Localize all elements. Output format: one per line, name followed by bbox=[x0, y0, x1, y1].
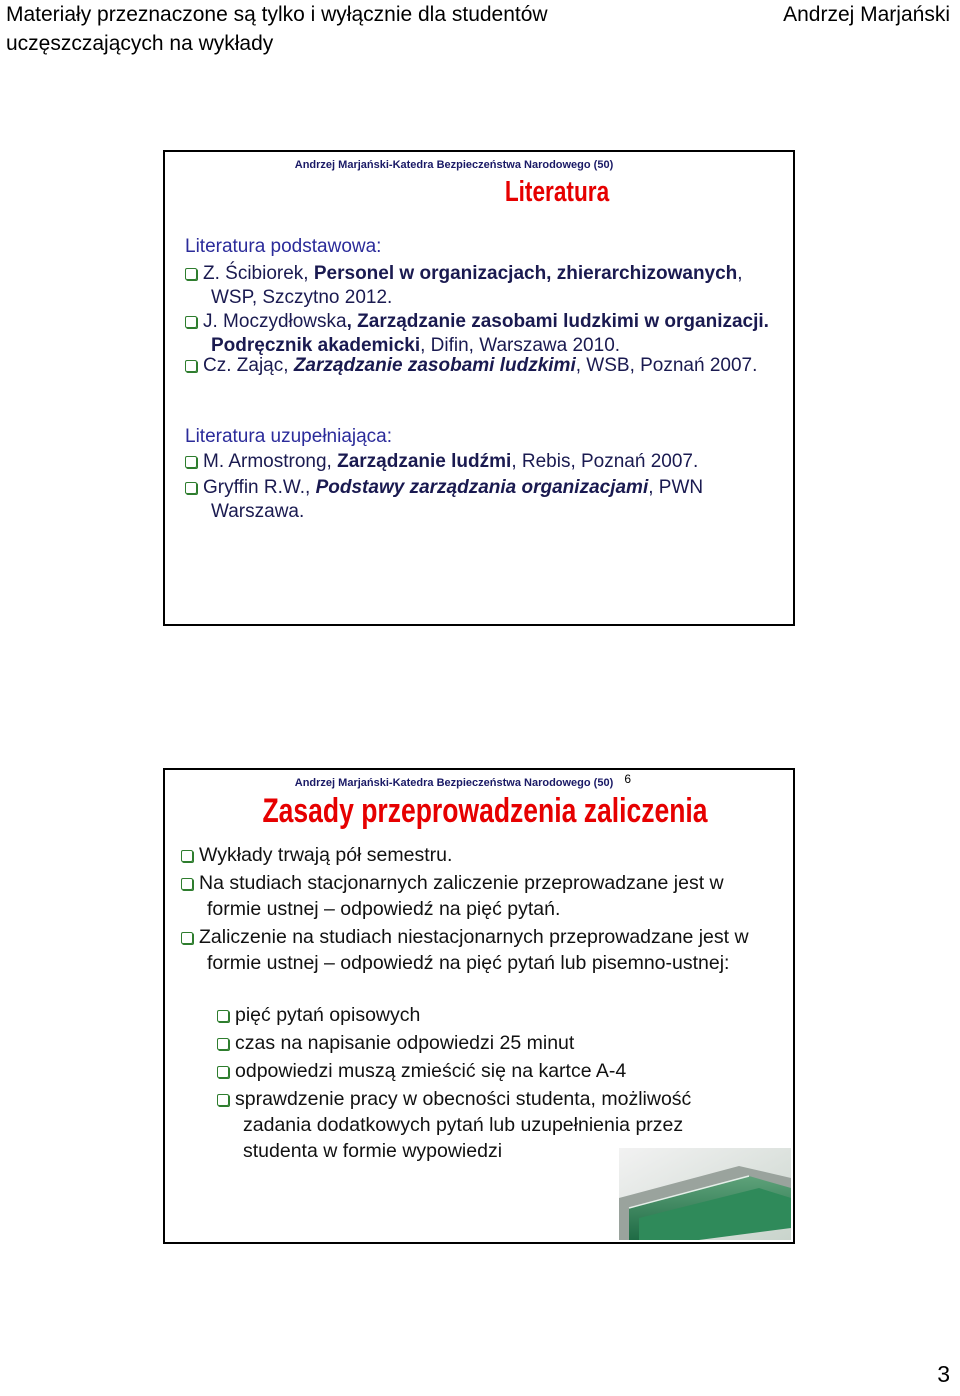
bullet-text: sprawdzenie pracy w obecności studenta, możliwość zadania dodatkowych pytań lub uzupełnienia przez studenta w formie wypowiedzi bbox=[235, 1088, 692, 1162]
checkbox-bullet-icon bbox=[181, 878, 193, 890]
literature-item bbox=[185, 354, 769, 378]
rule-bullet bbox=[181, 870, 753, 922]
books-image bbox=[619, 1148, 791, 1240]
checkbox-bullet-icon bbox=[185, 482, 197, 494]
item-text: , WSP, Szczytno 2012. bbox=[211, 263, 743, 308]
checkbox-bullet-icon bbox=[181, 932, 193, 944]
slide-number: 6 bbox=[624, 772, 631, 786]
header-author: Andrzej Marjański bbox=[783, 3, 950, 26]
bullet-text: czas na napisanie odpowiedzi 25 minut bbox=[235, 1032, 575, 1054]
slide-literatura bbox=[163, 150, 795, 626]
item-text: M. Armostrong, bbox=[203, 451, 338, 472]
sub-bullet bbox=[217, 1058, 753, 1084]
bullet-text: odpowiedzi muszą zmieścić się na kartce A-4 bbox=[235, 1060, 627, 1082]
checkbox-bullet-icon bbox=[185, 456, 197, 468]
slide-title: Zasady przeprowadzenia zaliczenia bbox=[262, 792, 708, 830]
rule-bullet bbox=[181, 924, 753, 976]
item-text: , PWN Warszawa. bbox=[211, 477, 704, 522]
section-heading-basic: Literatura podstawowa: bbox=[185, 236, 382, 257]
checkbox-bullet-icon bbox=[185, 316, 197, 328]
literature-item bbox=[185, 450, 769, 474]
literature-item bbox=[185, 476, 769, 524]
item-title: , Zarządzanie zasobami ludzkimi w organizacji. Podręcznik akademicki bbox=[211, 311, 769, 356]
literature-item bbox=[185, 262, 769, 310]
header-note-line1: Materiały przeznaczone są tylko i wyłącznie dla studentów bbox=[6, 3, 548, 26]
checkbox-bullet-icon bbox=[217, 1094, 229, 1106]
item-text: , WSB, Poznań 2007. bbox=[575, 355, 758, 376]
item-text: , Difin, Warszawa 2010. bbox=[420, 335, 621, 356]
bullet-text: pięć pytań opisowych bbox=[235, 1004, 421, 1026]
slide-credit: Andrzej Marjański-Katedra Bezpieczeństwa Narodowego (50) bbox=[294, 159, 614, 171]
item-text: J. Moczydłowska bbox=[203, 311, 347, 332]
sub-bullet bbox=[217, 1030, 753, 1056]
item-text: Gryffin R.W., bbox=[203, 477, 316, 498]
checkbox-bullet-icon bbox=[185, 360, 197, 372]
literature-item bbox=[185, 310, 769, 358]
item-text: Cz. Zając, bbox=[203, 355, 294, 376]
item-title: Zarządzanie zasobami ludzkimi bbox=[293, 355, 576, 376]
section-heading-supplementary: Literatura uzupełniająca: bbox=[185, 426, 393, 447]
page-number: 3 bbox=[937, 1361, 950, 1387]
bullet-text: Wykłady trwają pół semestru. bbox=[199, 844, 453, 866]
item-title: Personel w organizacjach, zhierarchizowanych bbox=[313, 263, 738, 284]
slide-title: Literatura bbox=[504, 176, 610, 208]
item-text: Z. Ścibiorek, bbox=[203, 263, 314, 284]
checkbox-bullet-icon bbox=[217, 1010, 229, 1022]
page-header-note bbox=[6, 0, 548, 58]
header-note-line2: uczęszczających na wykłady bbox=[6, 32, 274, 55]
rule-bullet bbox=[181, 842, 753, 868]
slide-zasady-zaliczenia bbox=[163, 768, 795, 1244]
checkbox-bullet-icon bbox=[185, 268, 197, 280]
checkbox-bullet-icon bbox=[217, 1038, 229, 1050]
bullet-text: Zaliczenie na studiach niestacjonarnych przeprowadzane jest w formie ustnej – odpowiedź na pięć pytań lub pisemno-ustnej: bbox=[199, 926, 749, 974]
item-title: Podstawy zarządzania organizacjami bbox=[315, 477, 649, 498]
checkbox-bullet-icon bbox=[181, 850, 193, 862]
slide-credit: Andrzej Marjański-Katedra Bezpieczeństwa Narodowego (50) bbox=[294, 777, 614, 789]
sub-bullet bbox=[217, 1002, 753, 1028]
item-text: , Rebis, Poznań 2007. bbox=[511, 451, 699, 472]
item-title: Zarządzanie ludźmi bbox=[337, 451, 512, 472]
checkbox-bullet-icon bbox=[217, 1066, 229, 1078]
bullet-text: Na studiach stacjonarnych zaliczenie przeprowadzane jest w formie ustnej – odpowiedź na pięć pytań. bbox=[199, 872, 724, 920]
